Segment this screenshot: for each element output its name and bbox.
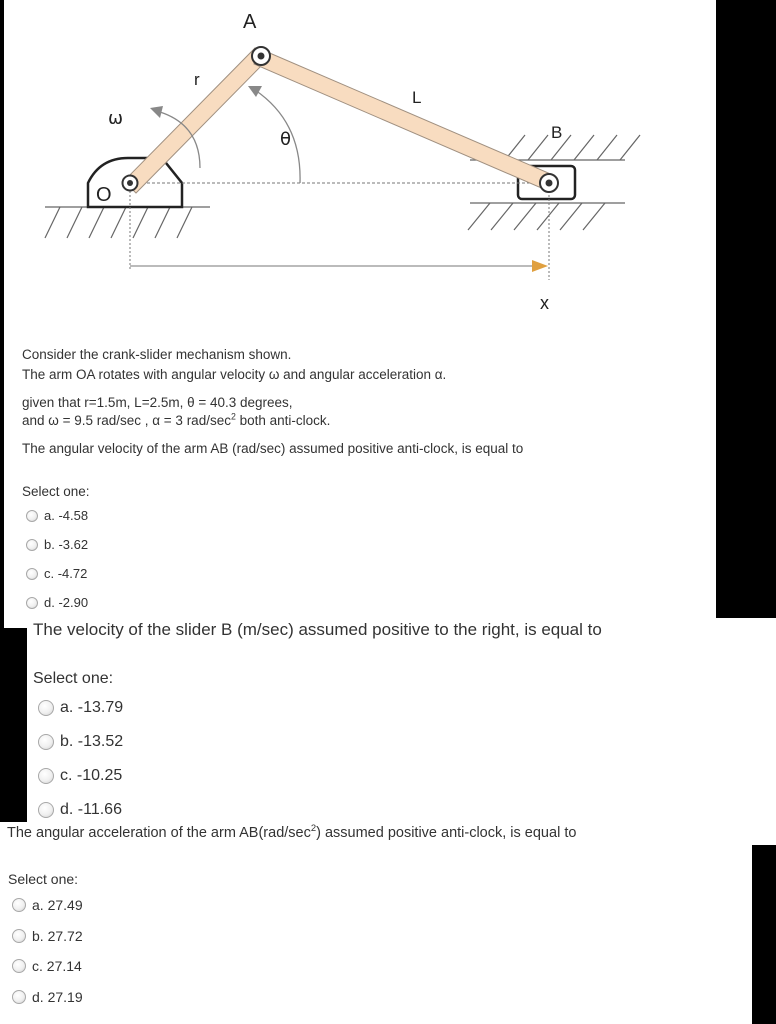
joint-B bbox=[540, 174, 558, 192]
label-omega: ω bbox=[108, 108, 124, 129]
q3-question bbox=[7, 822, 577, 841]
q3-option-a[interactable] bbox=[12, 897, 83, 913]
q3-radio-b[interactable] bbox=[12, 929, 26, 943]
q2-option-b-label: b. -13.52 bbox=[60, 733, 124, 750]
problem-line-4-main: and ω = 9.5 rad/sec , α = 3 rad/sec bbox=[22, 413, 231, 428]
q2-option-d[interactable] bbox=[38, 801, 122, 819]
q2-radio-b[interactable] bbox=[38, 734, 54, 750]
slider-guide-bottom bbox=[468, 203, 625, 230]
theta-arc bbox=[255, 90, 300, 183]
q3-question-main: The angular acceleration of the arm AB(rad/sec bbox=[7, 825, 311, 841]
q1-select-label: Select one: bbox=[22, 484, 90, 499]
q2-select-label: Select one: bbox=[33, 670, 114, 687]
label-B: B bbox=[551, 123, 563, 142]
label-r: r bbox=[194, 70, 200, 89]
q3-radio-a[interactable] bbox=[12, 898, 26, 912]
q2-option-c[interactable] bbox=[38, 767, 122, 785]
q1-radio-c[interactable] bbox=[26, 568, 38, 580]
crank-slider-diagram bbox=[0, 0, 716, 330]
q2-option-b[interactable] bbox=[38, 733, 123, 751]
q1-option-a-label: a. -4.58 bbox=[44, 508, 89, 523]
q1-option-b-label: b. -3.62 bbox=[44, 537, 89, 552]
q2-question: The velocity of the slider B (m/sec) assumed positive to the right, is equal to bbox=[33, 620, 602, 639]
black-margin-right-bottom bbox=[752, 845, 776, 1024]
q3-radio-c[interactable] bbox=[12, 959, 26, 973]
q1-option-c-label: c. -4.72 bbox=[44, 566, 88, 581]
q3-question-tail: ) assumed positive anti-clock, is equal to bbox=[316, 825, 577, 841]
joint-A bbox=[252, 47, 270, 65]
q1-radio-b[interactable] bbox=[26, 539, 38, 551]
q2-radio-a[interactable] bbox=[38, 700, 54, 716]
q3-option-d-label: d. 27.19 bbox=[32, 989, 83, 1005]
q1-option-d-label: d. -2.90 bbox=[44, 595, 89, 610]
label-theta: θ bbox=[280, 129, 292, 150]
problem-line-3: given that r=1.5m, L=2.5m, θ = 40.3 degrees, bbox=[22, 395, 293, 410]
q2-radio-c[interactable] bbox=[38, 768, 54, 784]
q1-option-d[interactable] bbox=[26, 595, 88, 610]
label-O: O bbox=[96, 184, 112, 206]
problem-line-4-tail: both anti-clock. bbox=[235, 413, 331, 428]
problem-line-4 bbox=[22, 413, 330, 428]
q3-option-c-label: c. 27.14 bbox=[32, 958, 82, 974]
q1-option-b[interactable] bbox=[26, 537, 88, 552]
q2-option-a[interactable] bbox=[38, 699, 123, 717]
black-margin-right-top bbox=[716, 0, 776, 618]
q3-option-c[interactable] bbox=[12, 958, 82, 974]
arm-AB bbox=[254, 48, 553, 190]
q1-question: The angular velocity of the arm AB (rad/sec) assumed positive anti-clock, is equal to bbox=[22, 441, 524, 456]
label-A: A bbox=[243, 11, 257, 33]
problem-line-1: Consider the crank-slider mechanism shown. bbox=[22, 347, 292, 362]
q2-radio-d[interactable] bbox=[38, 802, 54, 818]
q3-question-sup: 2 bbox=[310, 822, 317, 834]
q1-radio-a[interactable] bbox=[26, 510, 38, 522]
q1-option-c[interactable] bbox=[26, 566, 87, 581]
q3-option-b[interactable] bbox=[12, 928, 83, 944]
label-x: x bbox=[540, 293, 549, 313]
problem-line-2: The arm OA rotates with angular velocity ω and angular acceleration α. bbox=[22, 367, 447, 382]
q1-option-a[interactable] bbox=[26, 508, 88, 523]
ground-left bbox=[45, 207, 210, 238]
q3-radio-d[interactable] bbox=[12, 990, 26, 1004]
joint-O bbox=[123, 176, 138, 191]
q3-option-a-label: a. 27.49 bbox=[32, 897, 83, 913]
q2-option-a-label: a. -13.79 bbox=[60, 699, 124, 716]
q3-option-d[interactable] bbox=[12, 989, 83, 1005]
problem-line-4-sup: 2 bbox=[230, 411, 236, 422]
black-margin-left-mid bbox=[0, 628, 27, 822]
q2-option-d-label: d. -11.66 bbox=[60, 801, 122, 818]
q3-option-b-label: b. 27.72 bbox=[32, 928, 83, 944]
x-arrowhead bbox=[532, 260, 548, 272]
q2-option-c-label: c. -10.25 bbox=[60, 767, 123, 784]
label-L: L bbox=[412, 88, 422, 107]
q3-select-label: Select one: bbox=[8, 871, 79, 887]
q1-radio-d[interactable] bbox=[26, 597, 38, 609]
